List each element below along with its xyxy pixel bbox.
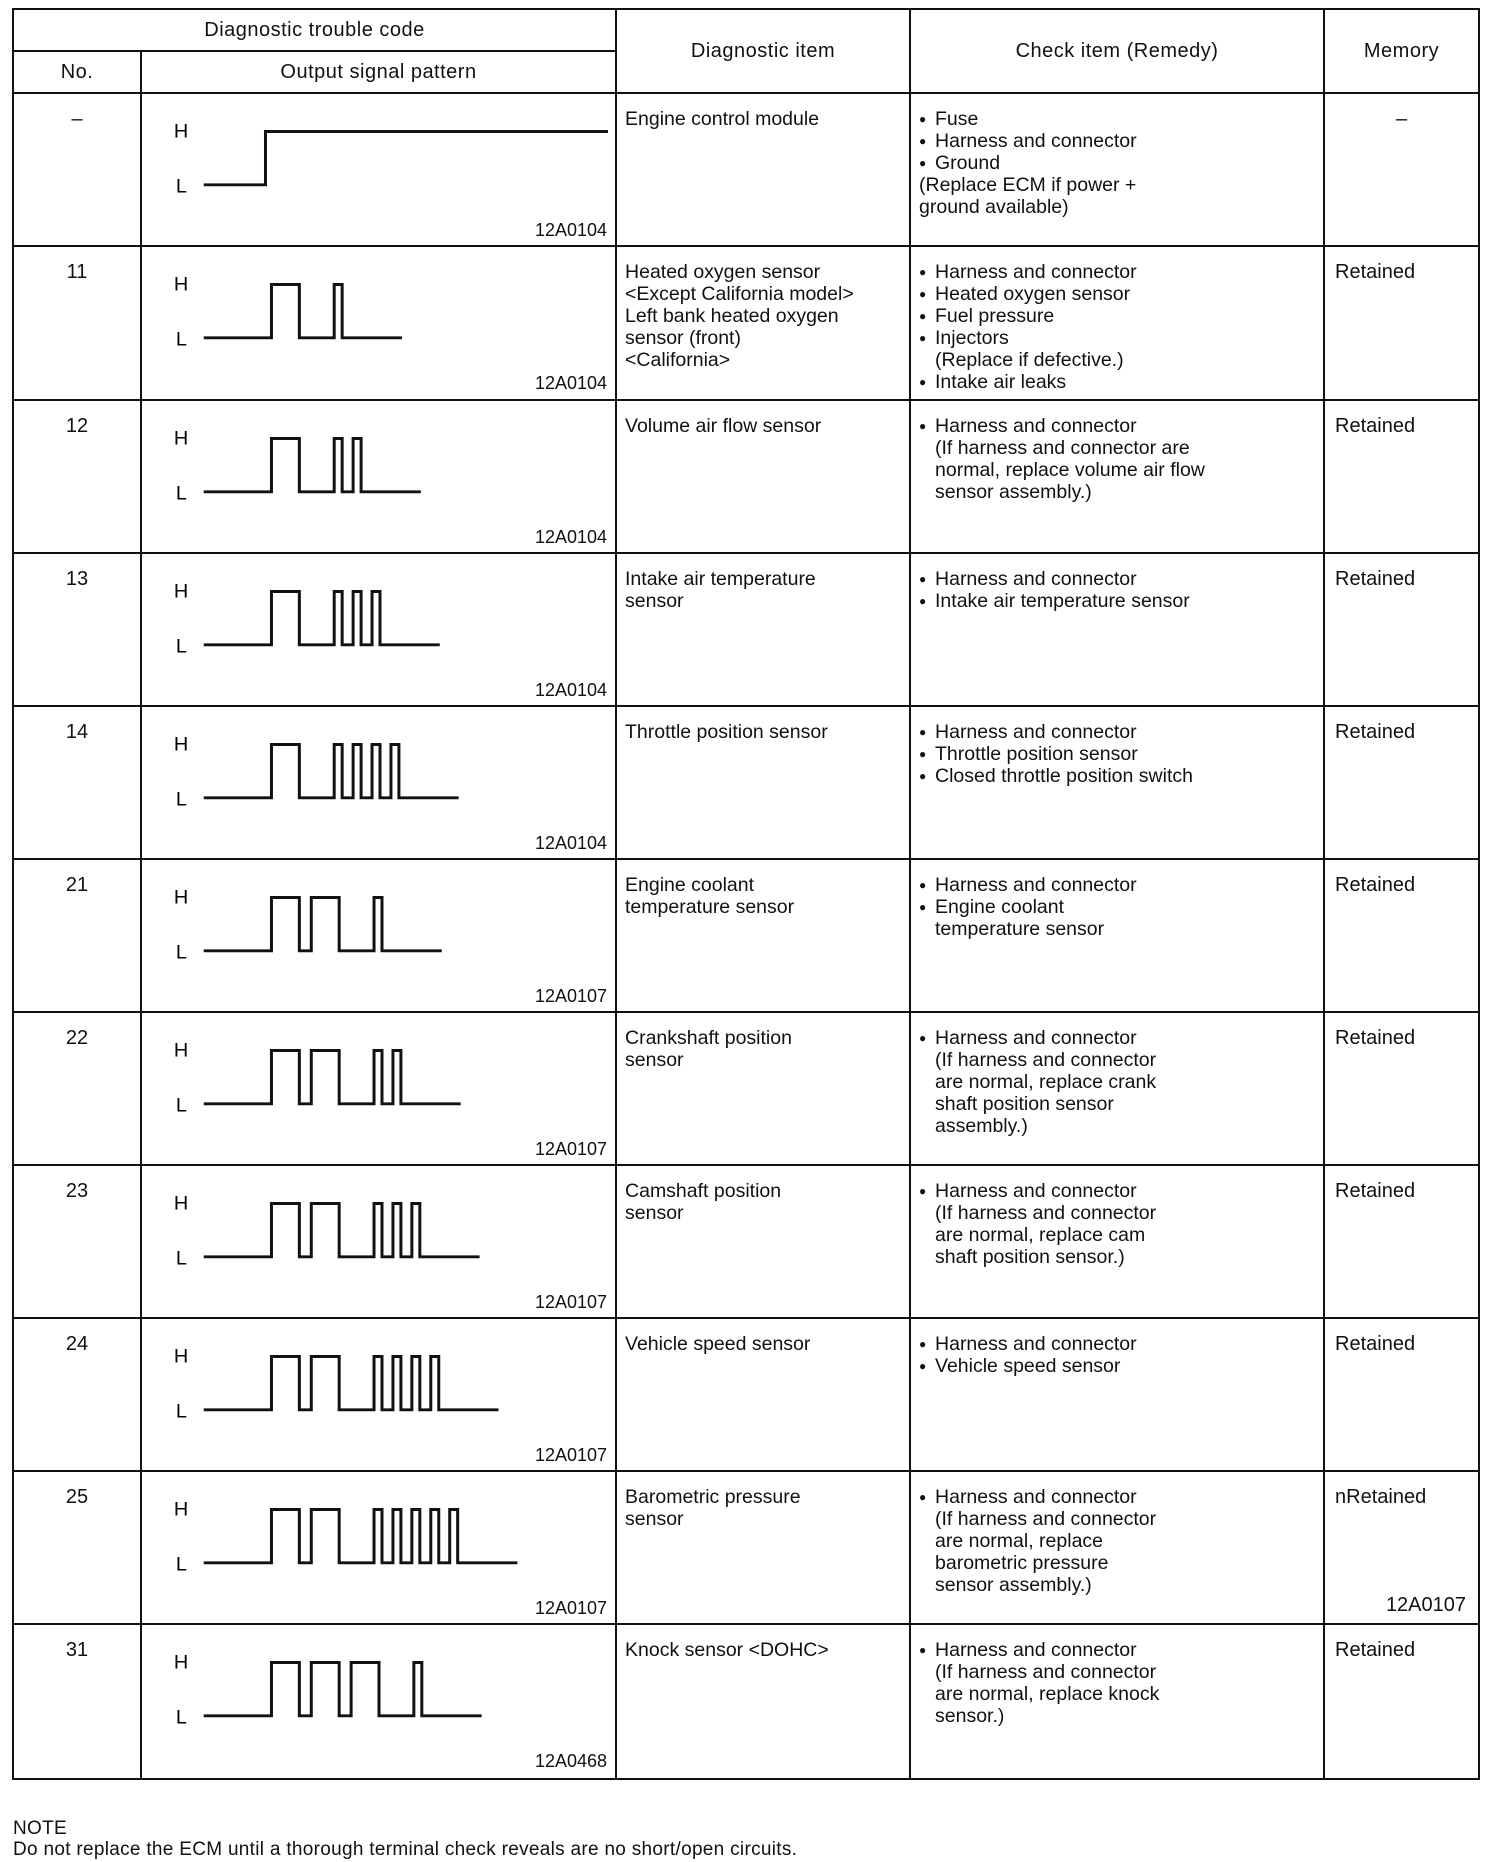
diagnostic-item-line: <Except California model> [625, 283, 854, 305]
diagnostic-item [616, 706, 910, 859]
diagnostic-item-line: <California> [625, 349, 731, 371]
diagnostic-item [616, 1318, 910, 1471]
signal-trace [204, 745, 459, 798]
check-bullet: ● Vehicle speed sensor [919, 1355, 1315, 1377]
memory-status [1324, 400, 1479, 553]
diagnostic-item-line: sensor [625, 1049, 684, 1071]
diagnostic-item-line: Knock sensor <DOHC> [625, 1639, 829, 1661]
check-bullet: ● Harness and connector [919, 568, 1315, 590]
check-bullet: ● Intake air leaks [919, 371, 1315, 393]
signal-trace [204, 285, 402, 338]
check-line: (If harness and connector [935, 1202, 1157, 1224]
memory-status [1324, 553, 1479, 706]
check-line: are normal, replace crank [935, 1071, 1157, 1093]
dtc-number: 24 [13, 1318, 141, 1471]
memory-status [1324, 246, 1479, 400]
label-high: H [173, 427, 189, 450]
label-low: L [175, 1706, 187, 1729]
check-line: (If harness and connector [935, 1049, 1157, 1071]
check-line: sensor assembly.) [935, 1574, 1092, 1596]
check-line: are normal, replace cam [935, 1224, 1146, 1246]
memory-value: Retained [1335, 261, 1416, 283]
note-text: Do not replace the ECM until a thorough terminal check reveals are no short/open circuits. [13, 1839, 798, 1860]
diagnostic-item-line: Throttle position sensor [625, 721, 828, 743]
signal-trace [204, 1357, 499, 1410]
label-low: L [175, 328, 187, 351]
note-title: NOTE [13, 1818, 67, 1839]
header-memory: Memory [1324, 9, 1479, 93]
diagnostic-item [616, 553, 910, 706]
diagnostic-item-line: Engine control module [625, 108, 820, 130]
dtc-row [13, 1318, 1479, 1471]
check-line: shaft position sensor.) [935, 1246, 1125, 1268]
dtc-number: 12 [13, 400, 141, 553]
diagnostic-item [616, 1012, 910, 1165]
memory-value: Retained [1335, 1180, 1416, 1202]
label-low: L [175, 635, 187, 658]
check-bullet: ● Ground [919, 152, 1315, 174]
label-high: H [173, 1039, 189, 1062]
check-item [910, 246, 1324, 400]
check-bullet: ● Closed throttle position switch [919, 765, 1315, 787]
output-signal-pattern [141, 1471, 616, 1624]
dtc-number: – [13, 93, 141, 246]
check-line: ground available) [919, 196, 1069, 218]
diagnostic-item-line: Volume air flow sensor [625, 415, 822, 437]
diagnostic-item [616, 93, 910, 246]
signal-trace [204, 1204, 480, 1257]
check-bullet: ● Harness and connector [919, 1027, 1315, 1049]
diagnostic-item [616, 1471, 910, 1624]
dtc-number: 11 [13, 246, 141, 400]
dtc-table [12, 8, 1480, 1780]
check-line: (If harness and connector are [935, 437, 1190, 459]
figure-code: 12A0468 [534, 1751, 608, 1771]
diagnostic-item-line: Left bank heated oxygen [625, 305, 839, 327]
label-high: H [173, 733, 189, 756]
check-bullet: ● Engine coolant [919, 896, 1315, 918]
figure-code: 12A0104 [534, 373, 608, 393]
figure-code: 12A0104 [534, 220, 608, 240]
figure-code: 12A0107 [534, 1598, 608, 1618]
header-dtc: Diagnostic trouble code [13, 9, 616, 51]
dtc-row [13, 859, 1479, 1012]
check-bullet: ● Harness and connector [919, 721, 1315, 743]
memory-value: Retained [1335, 415, 1416, 437]
dtc-number: 13 [13, 553, 141, 706]
label-high: H [173, 886, 189, 909]
dtc-number: 23 [13, 1165, 141, 1318]
memory-status [1324, 1624, 1479, 1779]
dtc-row [13, 1471, 1479, 1624]
memory-value: Retained [1335, 874, 1416, 896]
check-bullet: ● Harness and connector [919, 1639, 1315, 1661]
check-line: (If harness and connector [935, 1508, 1157, 1530]
dtc-row [13, 553, 1479, 706]
memory-status [1324, 706, 1479, 859]
memory-value: Retained [1335, 1639, 1416, 1661]
check-item [910, 553, 1324, 706]
figure-code: 12A0107 [534, 986, 608, 1006]
diagnostic-item-line: sensor [625, 1202, 684, 1224]
figure-code: 12A0107 [534, 1445, 608, 1465]
check-line: temperature sensor [935, 918, 1105, 940]
dtc-row [13, 1624, 1479, 1779]
diagnostic-item-line: Intake air temperature [625, 568, 816, 590]
check-item [910, 1471, 1324, 1624]
header-diagnostic-item: Diagnostic item [616, 9, 910, 93]
check-line: shaft position sensor [935, 1093, 1114, 1115]
diagnostic-item-line: Engine coolant [625, 874, 755, 896]
label-high: H [173, 580, 189, 603]
figure-code: 12A0107 [534, 1139, 608, 1159]
check-item [910, 93, 1324, 246]
check-item [910, 706, 1324, 859]
signal-trace [204, 1510, 518, 1563]
signal-trace [204, 1663, 482, 1716]
check-bullet: ● Heated oxygen sensor [919, 283, 1315, 305]
label-high: H [173, 273, 189, 296]
dtc-row [13, 246, 1479, 400]
check-line: are normal, replace [935, 1530, 1104, 1552]
figure-code: 12A0107 [534, 1292, 608, 1312]
check-bullet: ● Harness and connector [919, 1486, 1315, 1508]
label-low: L [175, 482, 187, 505]
memory-status [1324, 1318, 1479, 1471]
dtc-document [12, 8, 1478, 1780]
memory-status [1324, 859, 1479, 1012]
diagnostic-item-line: sensor [625, 1508, 684, 1530]
label-low: L [175, 941, 187, 964]
header-output-pattern: Output signal pattern [141, 51, 616, 93]
check-line: normal, replace volume air flow [935, 459, 1205, 481]
check-bullet: ● Harness and connector [919, 415, 1315, 437]
header-no: No. [13, 51, 141, 93]
check-item [910, 859, 1324, 1012]
diagnostic-item [616, 246, 910, 400]
check-item [910, 1165, 1324, 1318]
check-line: sensor assembly.) [935, 481, 1092, 503]
signal-trace [204, 439, 421, 492]
diagnostic-item [616, 400, 910, 553]
label-high: H [173, 1651, 189, 1674]
check-bullet: ● Intake air temperature sensor [919, 590, 1315, 612]
check-line: assembly.) [935, 1115, 1028, 1137]
output-signal-pattern [141, 553, 616, 706]
diagnostic-item [616, 859, 910, 1012]
output-signal-pattern [141, 859, 616, 1012]
check-line: are normal, replace knock [935, 1683, 1160, 1705]
label-low: L [175, 1400, 187, 1423]
diagnostic-item [616, 1624, 910, 1779]
output-signal-pattern [141, 400, 616, 553]
output-signal-pattern [141, 1318, 616, 1471]
figure-code: 12A0104 [534, 680, 608, 700]
dtc-number: 14 [13, 706, 141, 859]
output-signal-pattern [141, 706, 616, 859]
check-bullet: ● Harness and connector [919, 1333, 1315, 1355]
label-high: H [173, 1498, 189, 1521]
label-low: L [175, 175, 187, 198]
diagnostic-item-line: Crankshaft position [625, 1027, 792, 1049]
figure-code: 12A0104 [534, 527, 608, 547]
label-low: L [175, 1094, 187, 1117]
diagnostic-item-line: sensor [625, 590, 684, 612]
dtc-row [13, 1012, 1479, 1165]
dtc-number: 21 [13, 859, 141, 1012]
memory-figure-code: 12A0107 [1385, 1594, 1467, 1616]
dtc-number: 31 [13, 1624, 141, 1779]
dtc-row [13, 1165, 1479, 1318]
check-item [910, 1624, 1324, 1779]
diagnostic-item-line: Camshaft position [625, 1180, 782, 1202]
memory-value: nRetained [1335, 1486, 1427, 1508]
figure-code: 12A0104 [534, 833, 608, 853]
memory-status [1324, 1471, 1479, 1624]
check-bullet: ● Harness and connector [919, 130, 1315, 152]
check-line: (Replace if defective.) [935, 349, 1124, 371]
memory-value: Retained [1335, 568, 1416, 590]
label-low: L [175, 1247, 187, 1270]
signal-trace [204, 592, 440, 645]
dtc-row [13, 706, 1479, 859]
check-bullet: ● Fuse [919, 108, 1315, 130]
memory-value: Retained [1335, 721, 1416, 743]
dtc-number: 25 [13, 1471, 141, 1624]
check-item [910, 400, 1324, 553]
check-item [910, 1318, 1324, 1471]
check-bullet: ● Throttle position sensor [919, 743, 1315, 765]
check-bullet: ● Fuel pressure [919, 305, 1315, 327]
memory-value: Retained [1335, 1027, 1416, 1049]
output-signal-pattern [141, 1165, 616, 1318]
check-line: barometric pressure [935, 1552, 1109, 1574]
note [13, 1818, 797, 1860]
signal-trace [204, 898, 442, 951]
check-item [910, 1012, 1324, 1165]
signal-trace [204, 1051, 461, 1104]
output-signal-pattern [141, 246, 616, 400]
label-high: H [173, 1345, 189, 1368]
memory-status [1324, 1012, 1479, 1165]
memory-value: Retained [1335, 1333, 1416, 1355]
label-high: H [173, 1192, 189, 1215]
label-low: L [175, 788, 187, 811]
diagnostic-item-line: Vehicle speed sensor [625, 1333, 811, 1355]
output-signal-pattern [141, 1624, 616, 1779]
diagnostic-item-line: Heated oxygen sensor [625, 261, 821, 283]
memory-status [1324, 93, 1479, 246]
check-bullet: ● Injectors [919, 327, 1315, 349]
check-bullet: ● Harness and connector [919, 874, 1315, 896]
output-signal-pattern [141, 93, 616, 246]
label-low: L [175, 1553, 187, 1576]
dtc-row [13, 400, 1479, 553]
dtc-number: 22 [13, 1012, 141, 1165]
memory-value: – [1395, 108, 1408, 130]
signal-trace [204, 132, 608, 185]
label-high: H [173, 120, 189, 143]
check-bullet: ● Harness and connector [919, 261, 1315, 283]
check-line: (If harness and connector [935, 1661, 1157, 1683]
header-check-item: Check item (Remedy) [910, 9, 1324, 93]
dtc-row [13, 93, 1479, 246]
output-signal-pattern [141, 1012, 616, 1165]
diagnostic-item [616, 1165, 910, 1318]
diagnostic-item-line: temperature sensor [625, 896, 795, 918]
check-line: (Replace ECM if power + [919, 174, 1137, 196]
diagnostic-item-line: Barometric pressure [625, 1486, 801, 1508]
check-bullet: ● Harness and connector [919, 1180, 1315, 1202]
check-line: sensor.) [935, 1705, 1005, 1727]
memory-status [1324, 1165, 1479, 1318]
diagnostic-item-line: sensor (front) [625, 327, 741, 349]
